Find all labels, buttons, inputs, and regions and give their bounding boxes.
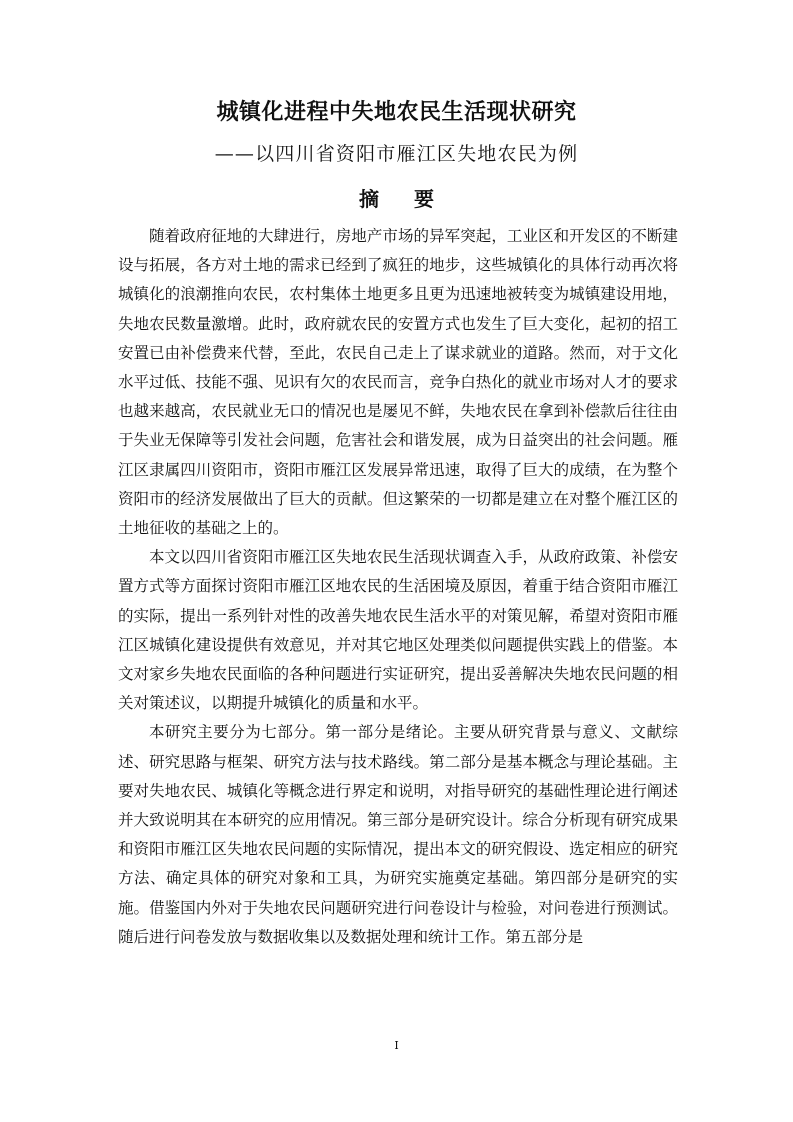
abstract-heading: 摘 要 <box>359 187 448 211</box>
page-number: I <box>394 1039 399 1052</box>
abstract-paragraph: 本研究主要分为七部分。第一部分是绪论。主要从研究背景与意义、文献综述、研究思路与框架、研究方法与技术路线。第二部分是基本概念与理论基础。主要对失地农民、城镇化等概念进行界定和说明，对指导研究的基础性理论进行阐述并大致说明其在本研究的应用情况。第三部分是研究设计。综合分析现有研究成果和资阳市雁江区失地农民问题的实际情况，提出本文的研究假设、选定相应的研究方法、确定具体的研究对象和工具，为研究实施奠定基础。第四部分是研究的实施。借鉴国内外对于失地农民问题研究进行问卷设计与检验，对问卷进行预测试。随后进行问卷发放与数据收集以及数据处理和统计工作。第五部分是 <box>118 723 678 946</box>
abstract-body <box>118 222 678 952</box>
paper-subtitle: ——以四川省资阳市雁江区失地农民为例 <box>214 143 579 165</box>
abstract-paragraph: 本文以四川省资阳市雁江区失地农民生活现状调查入手，从政府政策、补偿安置方式等方面探讨资阳市雁江区地农民的生活困境及原因，着重于结合资阳市雁江的实际，提出一系列针对性的改善失地农民生活水平的对策见解，希望对资阳市雁江区城镇化建设提供有效意见，并对其它地区处理类似问题提供实践上的借鉴。本文对家乡失地农民面临的各种问题进行实证研究，提出妥善解决失地农民问题的相关对策述议，以期提升城镇化的质量和水平。 <box>118 548 678 713</box>
abstract-paragraph: 随着政府征地的大肆进行，房地产市场的异军突起，工业区和开发区的不断建设与拓展，各方对土地的需求已经到了疯狂的地步，这些城镇化的具体行动再次将城镇化的浪潮推向农民，农村集体土地更多且更为迅速地被转变为城镇建设用地，失地农民数量激增。此时，政府就农民的安置方式也发生了巨大变化，起初的招工安置已由补偿费来代替，至此，农民自己走上了谋求就业的道路。然而，对于文化水平过低、技能不强、见识有欠的农民而言，竞争白热化的就业市场对人才的要求也越来越高，农民就业无口的情况也是屡见不鲜，失地农民在拿到补偿款后往往由于失业无保障等引发社会问题，危害社会和谐发展，成为日益突出的社会问题。雁江区隶属四川资阳市，资阳市雁江区发展异常迅速，取得了巨大的成绩，在为整个资阳市的经济发展做出了巨大的贡献。但这繁荣的一切都是建立在对整个雁江区的土地征收的基础之上的。 <box>118 227 678 538</box>
paper-title: 城镇化进程中失地农民生活现状研究 <box>216 100 577 125</box>
